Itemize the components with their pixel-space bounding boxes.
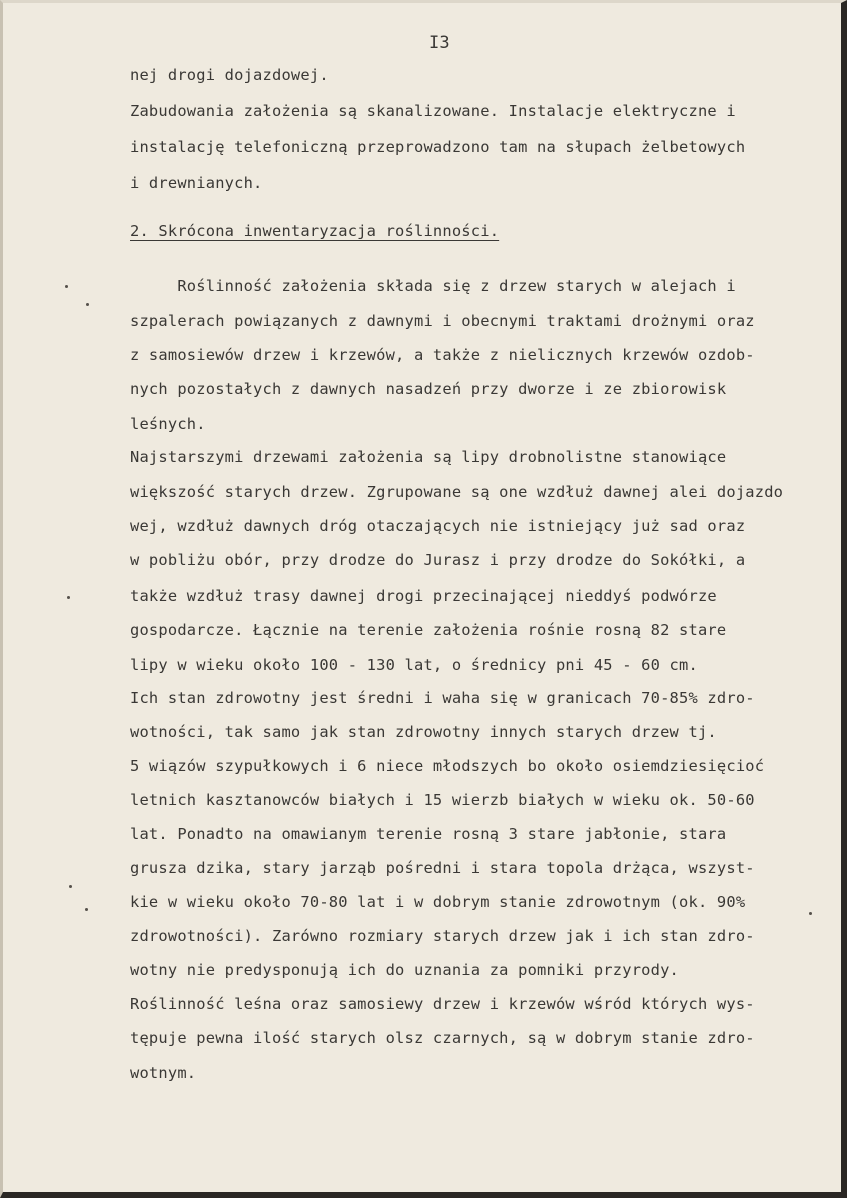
- body-line: wotnym.: [130, 1064, 197, 1082]
- body-line: Ich stan zdrowotny jest średni i waha się w granicach 70-85% zdro-: [130, 689, 755, 707]
- body-line: w pobliżu obór, przy drodze do Jurasz i przy drodze do Sokółki, a: [130, 551, 746, 569]
- margin-speck: [65, 285, 68, 288]
- body-line: zdrowotności). Zarówno rozmiary starych drzew jak i ich stan zdro-: [130, 927, 755, 945]
- body-line: Najstarszymi drzewami założenia są lipy drobnolistne stanowiące: [130, 448, 727, 466]
- intro-line: nej drogi dojazdowej.: [130, 66, 329, 84]
- margin-speck: [67, 596, 70, 599]
- margin-speck: [86, 303, 89, 306]
- body-line: Roślinność założenia składa się z drzew starych w alejach i: [130, 277, 736, 295]
- body-line: także wzdłuż trasy dawnej drogi przecinającej nieddyś podwórze: [130, 587, 717, 605]
- page-number: I3: [429, 33, 450, 53]
- body-line: wotny nie predysponują ich do uznania za pomniki przyrody.: [130, 961, 680, 979]
- margin-speck: [69, 885, 72, 888]
- margin-speck: [85, 908, 88, 911]
- body-line: 5 wiązów szypułkowych i 6 niece młodszych bo około osiemdziesięcioć: [130, 757, 765, 775]
- intro-line: Zabudowania założenia są skanalizowane. Instalacje elektryczne i: [130, 102, 736, 120]
- body-line: lat. Ponadto na omawianym terenie rosną 3 stare jabłonie, stara: [130, 825, 727, 843]
- body-line: wotności, tak samo jak stan zdrowotny innych starych drzew tj.: [130, 723, 717, 741]
- body-line: większość starych drzew. Zgrupowane są one wzdłuż dawnej alei dojazdo: [130, 483, 784, 501]
- intro-line: i drewnianych.: [130, 174, 263, 192]
- body-line: letnich kasztanowców białych i 15 wierzb białych w wieku ok. 50-60: [130, 791, 755, 809]
- section-heading: 2. Skrócona inwentaryzacja roślinności.: [130, 222, 500, 240]
- body-line: kie w wieku około 70-80 lat i w dobrym stanie zdrowotnym (ok. 90%: [130, 893, 746, 911]
- body-line: lipy w wieku około 100 - 130 lat, o średnicy pni 45 - 60 cm.: [130, 656, 698, 674]
- body-line: wej, wzdłuż dawnych dróg otaczających nie istniejący już sad oraz: [130, 517, 746, 535]
- body-line: Roślinność leśna oraz samosiewy drzew i krzewów wśród których wys-: [130, 995, 755, 1013]
- body-line: szpalerach powiązanych z dawnymi i obecnymi traktami drożnymi oraz: [130, 312, 755, 330]
- body-line: gospodarcze. Łącznie na terenie założenia rośnie rosną 82 stare: [130, 621, 727, 639]
- body-line: nych pozostałych z dawnych nasadzeń przy dworze i ze zbiorowisk: [130, 380, 727, 398]
- margin-speck: [809, 912, 812, 915]
- body-line: z samosiewów drzew i krzewów, a także z nielicznych krzewów ozdob-: [130, 346, 755, 364]
- body-line: tępuje pewna ilość starych olsz czarnych, są w dobrym stanie zdro-: [130, 1029, 755, 1047]
- body-line: leśnych.: [130, 415, 206, 433]
- intro-line: instalację telefoniczną przeprowadzono tam na słupach żelbetowych: [130, 138, 746, 156]
- body-line: grusza dzika, stary jarząb pośredni i stara topola drżąca, wszyst-: [130, 859, 755, 877]
